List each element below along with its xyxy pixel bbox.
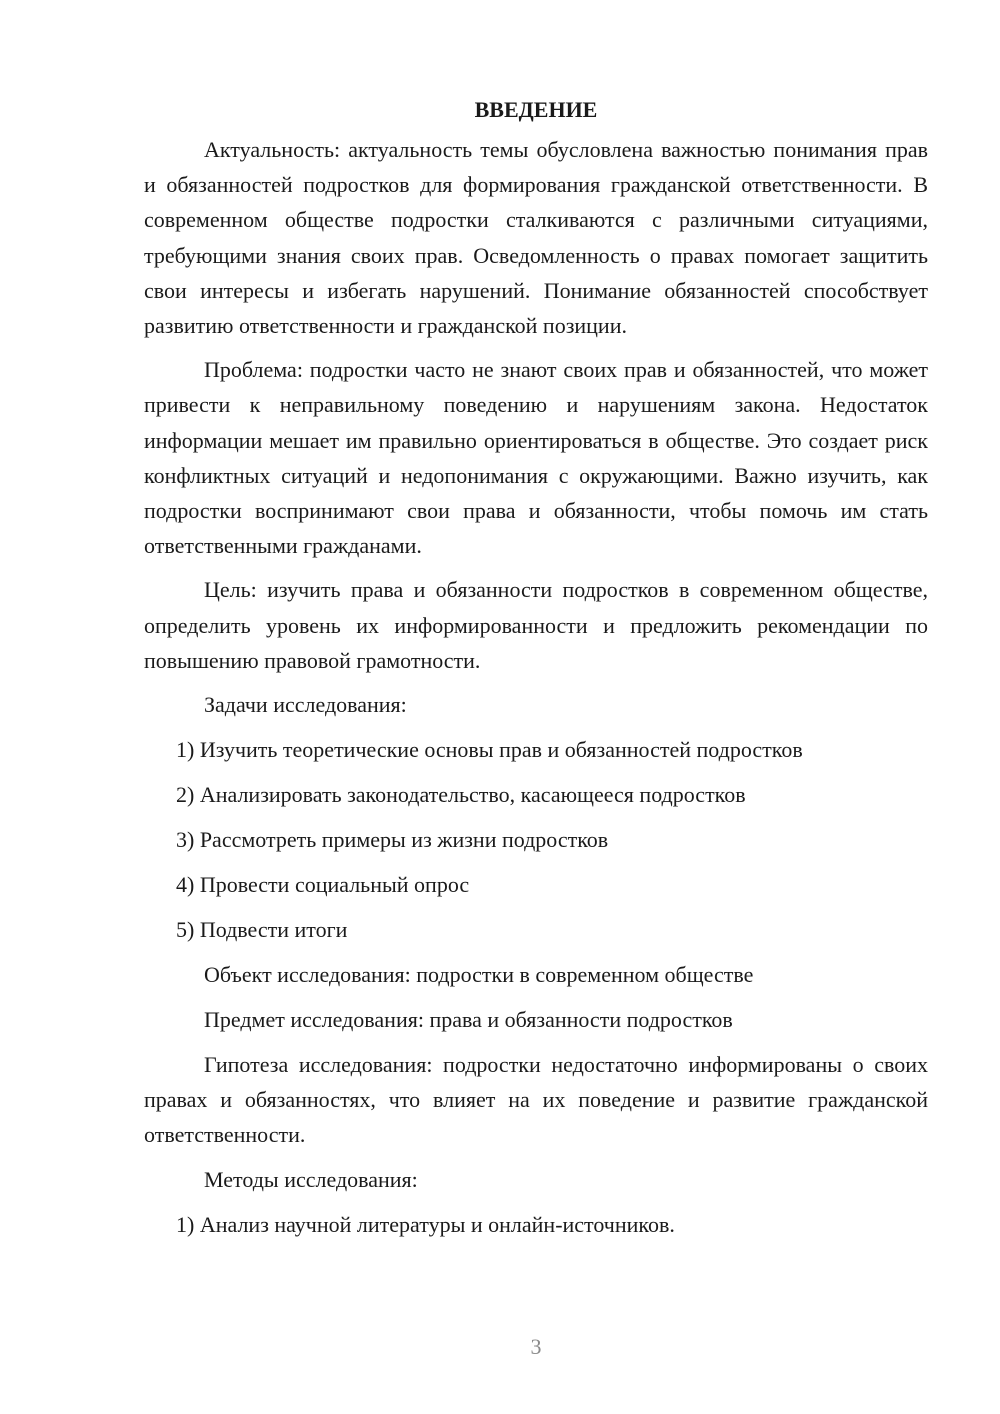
task-item-1: 1) Изучить теоретические основы прав и обязанностей подростков xyxy=(176,737,803,763)
research-object: Объект исследования: подростки в современном обществе xyxy=(204,962,754,988)
paragraph-goal: Цель: изучить права и обязанности подростков в современном обществе, определить уровень их информированности и предложить рекомендации по повышению правовой грамотности. xyxy=(144,577,928,673)
paragraph-problem: Проблема: подростки часто не знают своих прав и обязанностей, что может привести к неправильному поведению и нарушениям закона. Недостаток информации мешает им правильно ориентироваться в обществе. Это создает риск конфликтных ситуаций и недопонимания с окружающими. Важно изучить, как подростки воспринимают свои права и обязанности, чтобы помочь им стать ответственными гражданами. xyxy=(144,357,928,559)
page-number: 3 xyxy=(530,1334,542,1359)
method-item-1: 1) Анализ научной литературы и онлайн-источников. xyxy=(176,1211,675,1237)
document-page xyxy=(144,92,928,1252)
task-item-4: 4) Провести социальный опрос xyxy=(176,872,470,898)
methods-heading: Методы исследования: xyxy=(204,1166,418,1192)
task-item-5: 5) Подвести итоги xyxy=(176,917,348,943)
paragraph-hypothesis: Гипотеза исследования: подростки недостаточно информированы о своих правах и обязанностях, что влияет на их поведение и развитие гражданской ответственности. xyxy=(144,1052,928,1148)
research-subject: Предмет исследования: права и обязанности подростков xyxy=(204,1007,733,1033)
task-item-2: 2) Анализировать законодательство, касающееся подростков xyxy=(176,782,746,808)
tasks-heading: Задачи исследования: xyxy=(204,692,407,718)
document-title: ВВЕДЕНИЕ xyxy=(474,97,598,122)
task-item-3: 3) Рассмотреть примеры из жизни подростков xyxy=(176,827,609,853)
paragraph-relevance: Актуальность: актуальность темы обусловлена важностью понимания прав и обязанностей подростков для формирования гражданской ответственности. В современном обществе подростки сталкиваются с различными ситуациями, требующими знания своих прав. Осведомленность о правах помогает защитить свои интересы и избегать нарушений. Понимание обязанностей способствует развитию ответственности и гражданской позиции. xyxy=(144,137,928,339)
